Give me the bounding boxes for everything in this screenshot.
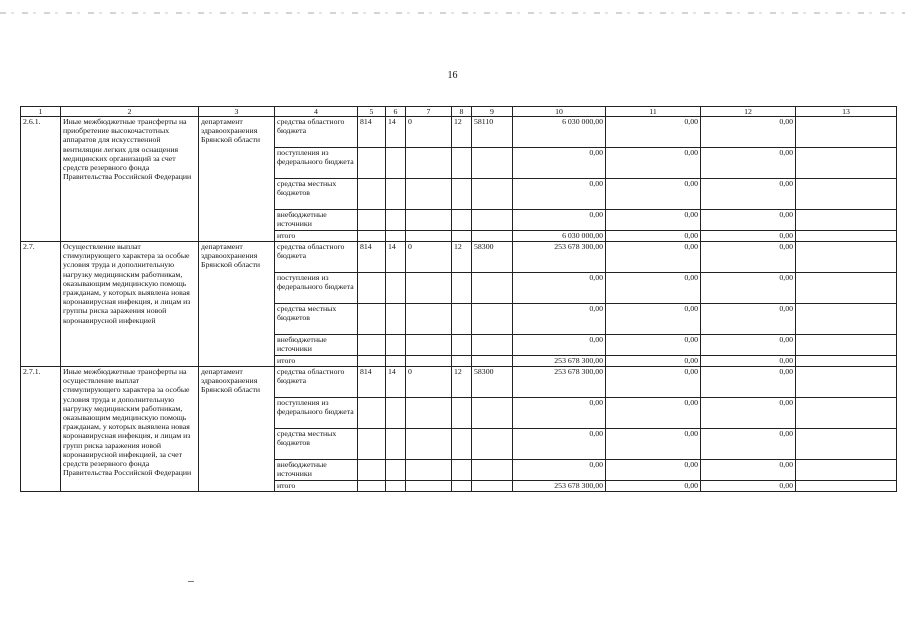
cell-c13 bbox=[796, 460, 897, 481]
cell-c5 bbox=[358, 429, 386, 460]
cell-c7 bbox=[406, 304, 452, 335]
funding-source: поступления из федерального бюджета bbox=[275, 273, 358, 304]
table-row bbox=[21, 367, 897, 398]
amount-c10: 0,00 bbox=[513, 398, 606, 429]
cell-c8 bbox=[452, 398, 472, 429]
amount-c12: 0,00 bbox=[701, 460, 796, 481]
amount-c12: 0,00 bbox=[701, 367, 796, 398]
item-name: Осуществление выплат стимулирующего характера за особые условия труда и дополнительную нагрузку медицинским работникам, оказывающим медицинскую помощь гражданам, у которых выявлена новая коронавирусная инфекция, и лицам из группы риска заражения новой коронавирусной инфекцией bbox=[61, 242, 199, 367]
amount-c10: 253 678 300,00 bbox=[513, 481, 606, 492]
cell-c5 bbox=[358, 148, 386, 179]
cell-c5: 814 bbox=[358, 367, 386, 398]
funding-source: поступления из федерального бюджета bbox=[275, 398, 358, 429]
funding-source: внебюджетные источники bbox=[275, 210, 358, 231]
amount-c10: 0,00 bbox=[513, 273, 606, 304]
cell-c5: 814 bbox=[358, 242, 386, 273]
cell-c7: 0 bbox=[406, 242, 452, 273]
amount-c12: 0,00 bbox=[701, 273, 796, 304]
cell-c13 bbox=[796, 304, 897, 335]
amount-c11: 0,00 bbox=[606, 460, 701, 481]
funding-source: средства местных бюджетов bbox=[275, 179, 358, 210]
amount-c12: 0,00 bbox=[701, 210, 796, 231]
cell-c7 bbox=[406, 398, 452, 429]
cell-c6 bbox=[386, 481, 406, 492]
cell-c5 bbox=[358, 481, 386, 492]
amount-c11: 0,00 bbox=[606, 210, 701, 231]
amount-c12: 0,00 bbox=[701, 148, 796, 179]
header-cell: 10 bbox=[513, 107, 606, 117]
table-row bbox=[21, 242, 897, 273]
cell-c5: 814 bbox=[358, 117, 386, 148]
cell-c13 bbox=[796, 481, 897, 492]
amount-c10: 253 678 300,00 bbox=[513, 367, 606, 398]
cell-c13 bbox=[796, 335, 897, 356]
cell-c7 bbox=[406, 179, 452, 210]
funding-source: итого bbox=[275, 481, 358, 492]
cell-c8 bbox=[452, 429, 472, 460]
cell-c6 bbox=[386, 398, 406, 429]
cell-c13 bbox=[796, 367, 897, 398]
cell-c13 bbox=[796, 429, 897, 460]
cell-c8: 12 bbox=[452, 367, 472, 398]
cell-c9 bbox=[472, 398, 513, 429]
cell-c6 bbox=[386, 179, 406, 210]
cell-c13 bbox=[796, 231, 897, 242]
scan-mark bbox=[188, 581, 194, 582]
header-cell: 6 bbox=[386, 107, 406, 117]
cell-c8 bbox=[452, 460, 472, 481]
item-name: Иные межбюджетные трансферты на приобретение высокочастотных аппаратов для искусственной вентиляции легких для оснащения медицинских организаций за счет средств резервного фонда Правительства Российской Федерации bbox=[61, 117, 199, 242]
item-executor: департамент здравоохранения Брянской области bbox=[199, 117, 275, 242]
funding-source: итого bbox=[275, 356, 358, 367]
amount-c11: 0,00 bbox=[606, 179, 701, 210]
item-name: Иные межбюджетные трансферты на осуществление выплат стимулирующего характера за особые условия труда и дополнительную нагрузку медицинским работникам, оказывающим медицинскую помощь гражданам, у которых выявлена новая коронавирусная инфекция, и лицам из групп риска заражения новой коронавирусной инфекцией, за счет средств резервного фонда Правительства Российской Федерации bbox=[61, 367, 199, 492]
amount-c10: 0,00 bbox=[513, 179, 606, 210]
funding-source: средства местных бюджетов bbox=[275, 304, 358, 335]
header-row bbox=[21, 107, 897, 117]
funding-source: внебюджетные источники bbox=[275, 460, 358, 481]
cell-c8 bbox=[452, 273, 472, 304]
cell-c5 bbox=[358, 179, 386, 210]
cell-c5 bbox=[358, 356, 386, 367]
amount-c12: 0,00 bbox=[701, 231, 796, 242]
cell-c13 bbox=[796, 179, 897, 210]
cell-c7 bbox=[406, 210, 452, 231]
cell-c8 bbox=[452, 356, 472, 367]
cell-c6: 14 bbox=[386, 242, 406, 273]
amount-c11: 0,00 bbox=[606, 273, 701, 304]
item-code: 2.7. bbox=[21, 242, 61, 367]
amount-c12: 0,00 bbox=[701, 242, 796, 273]
item-executor: департамент здравоохранения Брянской области bbox=[199, 242, 275, 367]
amount-c11: 0,00 bbox=[606, 242, 701, 273]
header-cell: 4 bbox=[275, 107, 358, 117]
header-cell: 5 bbox=[358, 107, 386, 117]
cell-c13 bbox=[796, 117, 897, 148]
cell-c13 bbox=[796, 273, 897, 304]
cell-c9: 58300 bbox=[472, 367, 513, 398]
budget-table bbox=[20, 106, 897, 492]
amount-c10: 253 678 300,00 bbox=[513, 356, 606, 367]
funding-source: внебюджетные источники bbox=[275, 335, 358, 356]
item-executor: департамент здравоохранения Брянской области bbox=[199, 367, 275, 492]
amount-c12: 0,00 bbox=[701, 398, 796, 429]
amount-c12: 0,00 bbox=[701, 335, 796, 356]
amount-c11: 0,00 bbox=[606, 231, 701, 242]
cell-c5 bbox=[358, 231, 386, 242]
cell-c8 bbox=[452, 304, 472, 335]
amount-c11: 0,00 bbox=[606, 148, 701, 179]
amount-c10: 0,00 bbox=[513, 429, 606, 460]
cell-c13 bbox=[796, 210, 897, 231]
cell-c6 bbox=[386, 273, 406, 304]
page-number: 16 bbox=[447, 70, 458, 81]
cell-c7 bbox=[406, 273, 452, 304]
amount-c12: 0,00 bbox=[701, 481, 796, 492]
amount-c12: 0,00 bbox=[701, 179, 796, 210]
amount-c10: 0,00 bbox=[513, 210, 606, 231]
cell-c6 bbox=[386, 356, 406, 367]
amount-c10: 6 030 000,00 bbox=[513, 117, 606, 148]
cell-c6 bbox=[386, 429, 406, 460]
cell-c5 bbox=[358, 335, 386, 356]
cell-c6 bbox=[386, 210, 406, 231]
header-cell: 8 bbox=[452, 107, 472, 117]
amount-c10: 0,00 bbox=[513, 304, 606, 335]
cell-c7 bbox=[406, 481, 452, 492]
amount-c11: 0,00 bbox=[606, 398, 701, 429]
header-cell: 13 bbox=[796, 107, 897, 117]
cell-c13 bbox=[796, 242, 897, 273]
scan-artifact-line bbox=[0, 12, 905, 14]
funding-source: средства местных бюджетов bbox=[275, 429, 358, 460]
cell-c6 bbox=[386, 304, 406, 335]
table-body bbox=[21, 107, 897, 492]
amount-c11: 0,00 bbox=[606, 429, 701, 460]
amount-c10: 0,00 bbox=[513, 148, 606, 179]
cell-c7: 0 bbox=[406, 117, 452, 148]
cell-c13 bbox=[796, 356, 897, 367]
cell-c13 bbox=[796, 398, 897, 429]
cell-c7 bbox=[406, 356, 452, 367]
cell-c6 bbox=[386, 231, 406, 242]
amount-c12: 0,00 bbox=[701, 356, 796, 367]
header-cell: 11 bbox=[606, 107, 701, 117]
cell-c9: 58300 bbox=[472, 242, 513, 273]
funding-source: средства областного бюджета bbox=[275, 367, 358, 398]
amount-c10: 253 678 300,00 bbox=[513, 242, 606, 273]
header-cell: 7 bbox=[406, 107, 452, 117]
cell-c13 bbox=[796, 148, 897, 179]
amount-c11: 0,00 bbox=[606, 356, 701, 367]
cell-c9 bbox=[472, 356, 513, 367]
cell-c8 bbox=[452, 179, 472, 210]
cell-c6 bbox=[386, 148, 406, 179]
cell-c6 bbox=[386, 335, 406, 356]
cell-c8 bbox=[452, 335, 472, 356]
header-cell: 9 bbox=[472, 107, 513, 117]
table-row bbox=[21, 117, 897, 148]
amount-c11: 0,00 bbox=[606, 304, 701, 335]
cell-c6 bbox=[386, 460, 406, 481]
header-cell: 2 bbox=[61, 107, 199, 117]
cell-c8: 12 bbox=[452, 242, 472, 273]
amount-c11: 0,00 bbox=[606, 335, 701, 356]
cell-c9: 58110 bbox=[472, 117, 513, 148]
cell-c9 bbox=[472, 231, 513, 242]
cell-c8 bbox=[452, 231, 472, 242]
funding-source: средства областного бюджета bbox=[275, 117, 358, 148]
cell-c9 bbox=[472, 179, 513, 210]
cell-c7 bbox=[406, 460, 452, 481]
cell-c9 bbox=[472, 429, 513, 460]
cell-c5 bbox=[358, 273, 386, 304]
item-code: 2.6.1. bbox=[21, 117, 61, 242]
amount-c10: 0,00 bbox=[513, 335, 606, 356]
cell-c9 bbox=[472, 481, 513, 492]
cell-c5 bbox=[358, 210, 386, 231]
amount-c12: 0,00 bbox=[701, 429, 796, 460]
cell-c6: 14 bbox=[386, 367, 406, 398]
funding-source: средства областного бюджета bbox=[275, 242, 358, 273]
amount-c10: 0,00 bbox=[513, 460, 606, 481]
amount-c11: 0,00 bbox=[606, 367, 701, 398]
cell-c9 bbox=[472, 273, 513, 304]
header-cell: 1 bbox=[21, 107, 61, 117]
cell-c8 bbox=[452, 481, 472, 492]
cell-c8 bbox=[452, 210, 472, 231]
cell-c7 bbox=[406, 148, 452, 179]
cell-c7 bbox=[406, 335, 452, 356]
header-cell: 12 bbox=[701, 107, 796, 117]
cell-c8 bbox=[452, 148, 472, 179]
funding-source: поступления из федерального бюджета bbox=[275, 148, 358, 179]
cell-c9 bbox=[472, 460, 513, 481]
amount-c11: 0,00 bbox=[606, 117, 701, 148]
cell-c5 bbox=[358, 304, 386, 335]
item-code: 2.7.1. bbox=[21, 367, 61, 492]
cell-c9 bbox=[472, 210, 513, 231]
cell-c7 bbox=[406, 429, 452, 460]
amount-c12: 0,00 bbox=[701, 117, 796, 148]
amount-c12: 0,00 bbox=[701, 304, 796, 335]
amount-c10: 6 030 000,00 bbox=[513, 231, 606, 242]
cell-c8: 12 bbox=[452, 117, 472, 148]
cell-c5 bbox=[358, 460, 386, 481]
header-cell: 3 bbox=[199, 107, 275, 117]
cell-c5 bbox=[358, 398, 386, 429]
funding-source: итого bbox=[275, 231, 358, 242]
cell-c9 bbox=[472, 148, 513, 179]
cell-c7: 0 bbox=[406, 367, 452, 398]
cell-c9 bbox=[472, 335, 513, 356]
cell-c7 bbox=[406, 231, 452, 242]
cell-c6: 14 bbox=[386, 117, 406, 148]
cell-c9 bbox=[472, 304, 513, 335]
amount-c11: 0,00 bbox=[606, 481, 701, 492]
